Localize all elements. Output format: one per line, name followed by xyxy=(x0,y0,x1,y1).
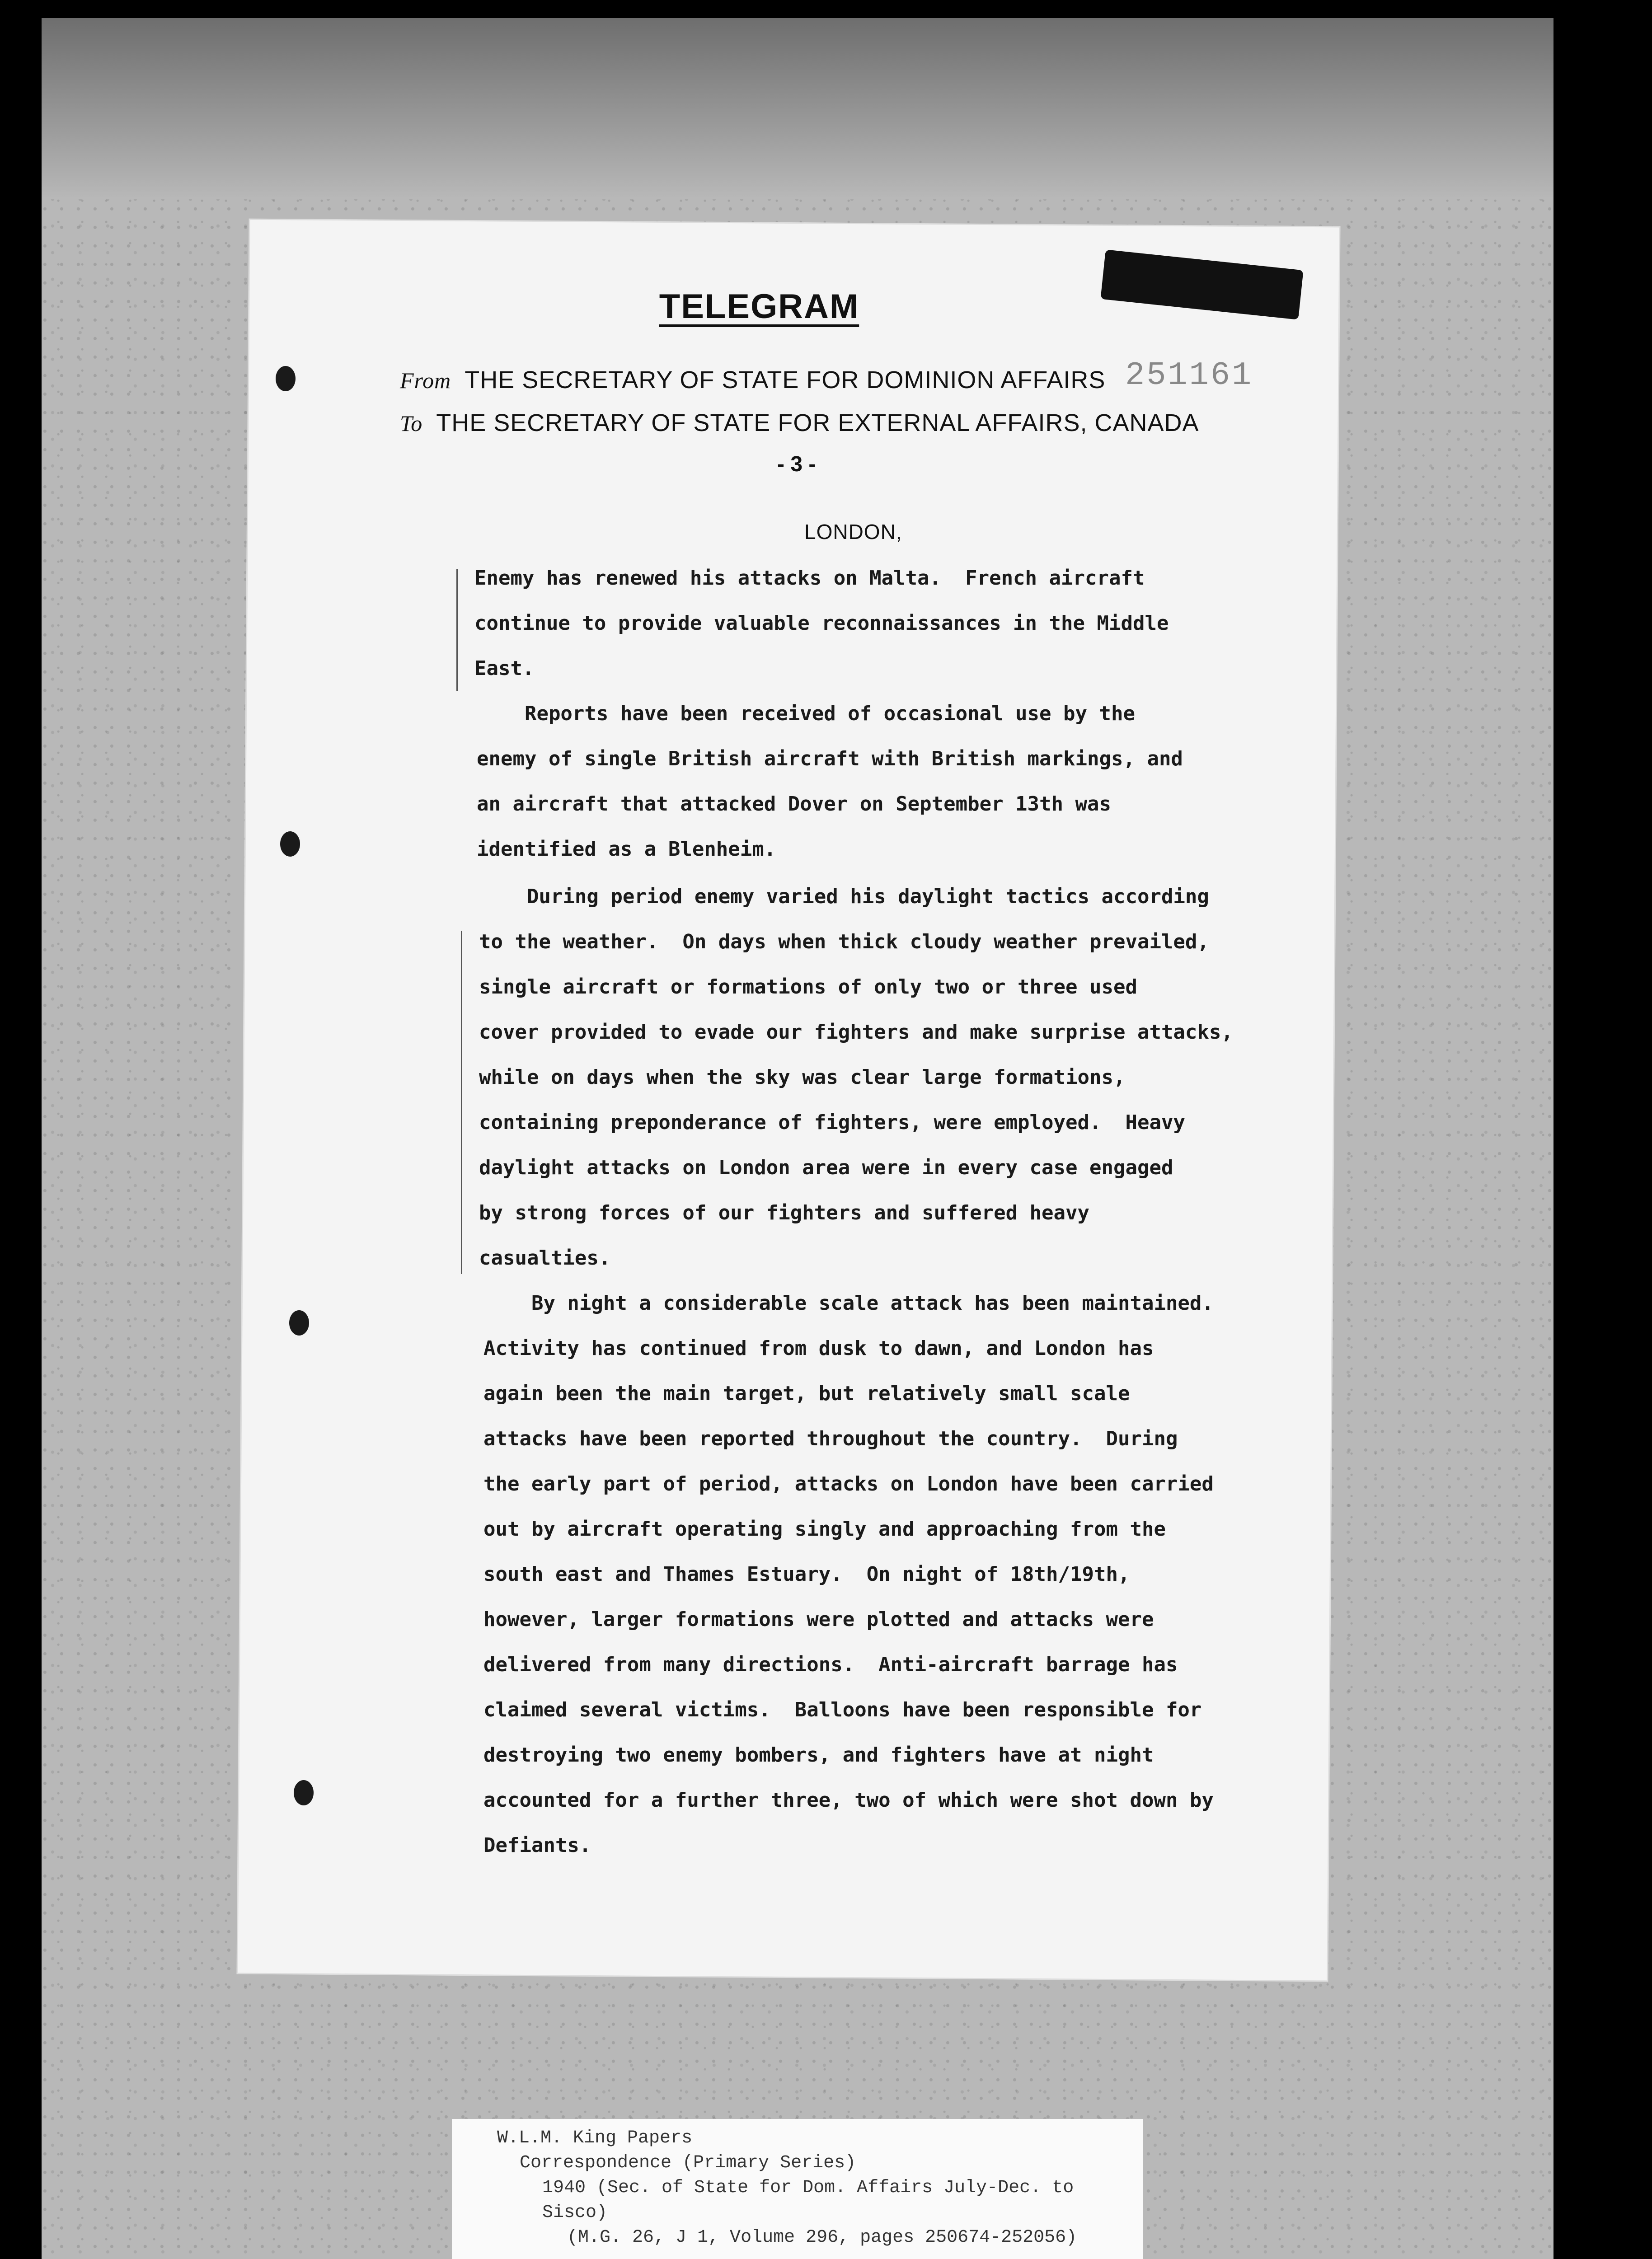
margin-bracket xyxy=(456,569,458,691)
paragraph-2: Reports have been received of occasional use by the enemy of single British aircraft with British markings, and an aircraft that attacked Dover on September 13th was identified as a Blenheim. xyxy=(477,702,1183,861)
to-text: THE SECRETARY OF STATE FOR EXTERNAL AFFAIRS, CANADA xyxy=(436,409,1199,436)
punch-hole xyxy=(294,1780,314,1805)
punch-hole xyxy=(289,1310,309,1336)
paragraph-1: Enemy has renewed his attacks on Malta. French aircraft continue to provide valuable reconnaissances in the Middle East. xyxy=(474,567,1169,680)
to-label: To xyxy=(400,411,423,436)
card-line-2: Correspondence (Primary Series) xyxy=(520,2153,856,2173)
to-line xyxy=(400,409,1199,437)
paragraph-4: By night a considerable scale attack has been maintained. Activity has continued from dusk to dawn, and London has again been the main target, but relatively small scale attacks have been reported throughout the country. During the early part of period, attacks on London have been carried out by aircraft operating singly and approaching from the south east and Thames Estuary. On night of 18th/19th, however, larger formations were plotted and attacks were delivered from many directions. Anti-aircraft barrage has claimed several victims. Balloons have been responsible for destroying two enemy bombers, and fighters have at night accounted for a further three, two of which were shot down by Defiants. xyxy=(483,1292,1214,1857)
page-number: - 3 - xyxy=(777,452,816,476)
card-line-4: Sisco) xyxy=(542,2203,608,2223)
place-heading: LONDON, xyxy=(804,520,902,544)
punch-hole xyxy=(276,366,296,391)
from-label: From xyxy=(400,368,451,393)
finding-aid-card xyxy=(452,2119,1143,2259)
from-text: THE SECRETARY OF STATE FOR DOMINION AFFAIRS xyxy=(465,366,1106,394)
punch-hole xyxy=(280,831,300,857)
card-line-1: W.L.M. King Papers xyxy=(497,2128,693,2148)
mounting-board-shadow xyxy=(42,18,1553,199)
document-stamp-number: 251161 xyxy=(1125,357,1253,394)
telegram-title: TELEGRAM xyxy=(659,287,859,326)
paragraph-3: During period enemy varied his daylight tactics according to the weather. On days when thick cloudy weather prevailed, single aircraft or formations of only two or three used cover provided to evade our fighters and make surprise attacks, while on days when the sky was clear large formations, containing preponderance of fighters, were employed. Heavy daylight attacks on London area were in every case engaged by strong forces of our fighters and suffered heavy casualties. xyxy=(479,885,1233,1270)
margin-bracket xyxy=(461,931,462,1274)
card-line-3: 1940 (Sec. of State for Dom. Affairs July-Dec. to xyxy=(542,2178,1074,2198)
card-line-5: (M.G. 26, J 1, Volume 296, pages 250674-252056) xyxy=(567,2227,1077,2248)
from-line xyxy=(400,366,1105,394)
